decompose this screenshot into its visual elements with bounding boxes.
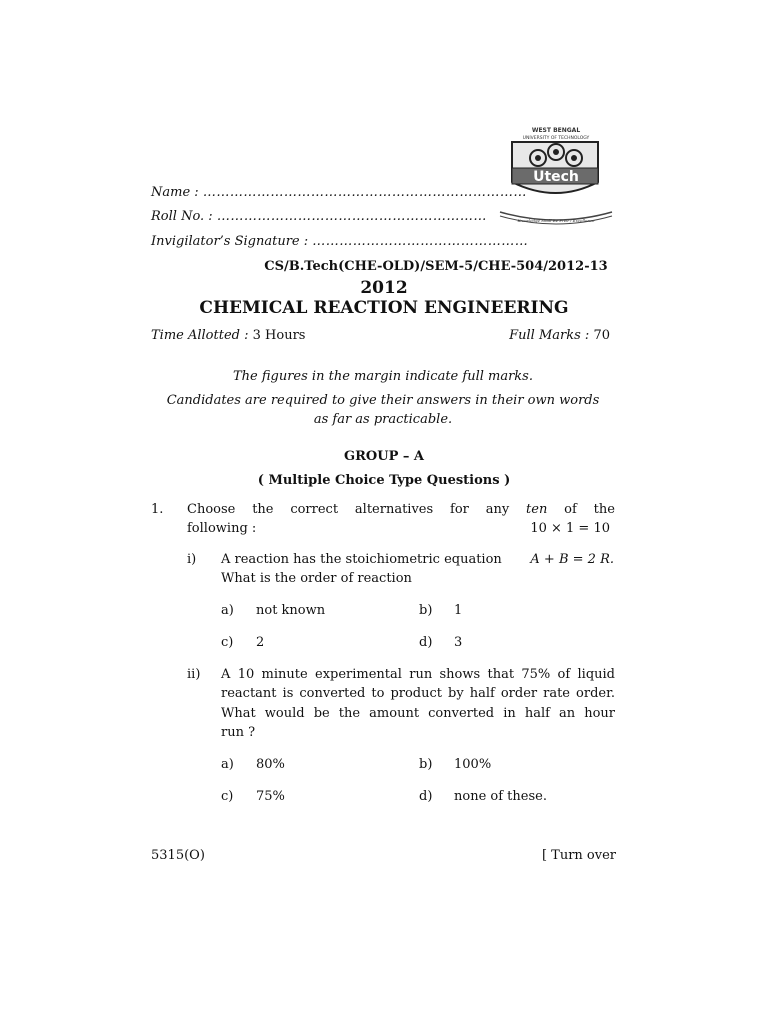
option-key: d) [419, 789, 433, 804]
option-key: a) [221, 603, 234, 618]
subq-ii-line: A 10 minute experimental run shows that 75% of liquid [221, 667, 615, 682]
logo-motto: Knowledge Shall Be Free / Excellence [517, 218, 595, 223]
logo-brand: Utech [533, 169, 579, 185]
name-field [151, 185, 527, 200]
option-text: none of these. [454, 789, 547, 804]
option-key: d) [419, 635, 433, 650]
q1-word: any [485, 502, 510, 517]
subq-ii-line: What would be the amount converted in half an hour [221, 706, 615, 721]
option-key: b) [419, 603, 433, 618]
instruction-line-1: The figures in the margin indicate full marks. [232, 369, 533, 384]
subq-i-line-1: A reaction has the stoichiometric equation [221, 552, 502, 567]
subq-ii-line: run ? [221, 725, 256, 740]
option-text: not known [256, 603, 326, 618]
subq-i-line-2: What is the order of reaction [221, 571, 412, 586]
question-1-line-1 [187, 502, 615, 517]
subq-number: i) [187, 552, 197, 567]
q1-word: the [593, 502, 615, 517]
option-key: a) [221, 757, 234, 772]
instruction-line-2: Candidates are required to give their answers in their own words [166, 393, 600, 408]
q1-word: of [564, 502, 577, 517]
roll-dots: …………………………………………………… [216, 209, 487, 224]
q1-word: correct [290, 502, 339, 517]
q1-word: for [450, 502, 469, 517]
q1-word-emphasis: ten [526, 502, 548, 517]
q1-word: the [252, 502, 274, 517]
utech-logo [494, 124, 618, 232]
subq-ii-line: reactant is converted to product by half order rate order. [221, 686, 615, 701]
question-number: 1. [151, 502, 164, 517]
time-value: 3 Hours [252, 328, 306, 343]
option-text: 100% [454, 757, 492, 772]
question-1-marks: 10 × 1 = 10 [530, 521, 610, 536]
option-key: b) [419, 757, 433, 772]
turn-over: [ Turn over [541, 848, 616, 863]
logo-top-text: WEST BENGAL [531, 127, 581, 134]
option-text: 1 [454, 603, 463, 618]
option-key: c) [221, 789, 234, 804]
option-text: 80% [256, 757, 285, 772]
invigilator-dots: ………………………………………… [312, 234, 529, 249]
invigilator-label: Invigilator’s Signature : [151, 234, 309, 249]
option-text: 3 [454, 635, 463, 650]
q1-word: Choose [187, 502, 236, 517]
option-key: c) [221, 635, 234, 650]
full-marks [509, 328, 610, 343]
time-allotted [151, 328, 305, 343]
exam-year: 2012 [360, 278, 408, 298]
roll-field [151, 209, 487, 224]
logo-sub-text: UNIVERSITY OF TECHNOLOGY [522, 136, 590, 141]
subject-title: CHEMICAL REACTION ENGINEERING [199, 298, 569, 318]
name-dots: ……………………………………………………………… [202, 185, 527, 200]
paper-code: CS/B.Tech(CHE-OLD)/SEM-5/CHE-504/2012-13 [264, 259, 608, 274]
option-text: 2 [256, 635, 265, 650]
invigilator-field [151, 234, 528, 249]
marks-label: Full Marks : [509, 328, 590, 343]
name-label: Name : [151, 185, 199, 200]
question-1-line-2: following : [187, 521, 257, 536]
option-text: 75% [256, 789, 285, 804]
instruction-line-3: as far as practicable. [313, 412, 453, 427]
group-title: GROUP – A [344, 449, 424, 464]
group-subtitle: ( Multiple Choice Type Questions ) [257, 473, 511, 488]
marks-value: 70 [593, 328, 610, 343]
footer-code: 5315(O) [151, 848, 205, 863]
subq-number: ii) [187, 667, 201, 682]
utech-logo-graphic [494, 124, 618, 232]
subq-i-equation: A + B = 2 R. [530, 552, 614, 567]
roll-label: Roll No. : [151, 209, 213, 224]
q1-word: alternatives [354, 502, 434, 517]
time-label: Time Allotted : [151, 328, 249, 343]
